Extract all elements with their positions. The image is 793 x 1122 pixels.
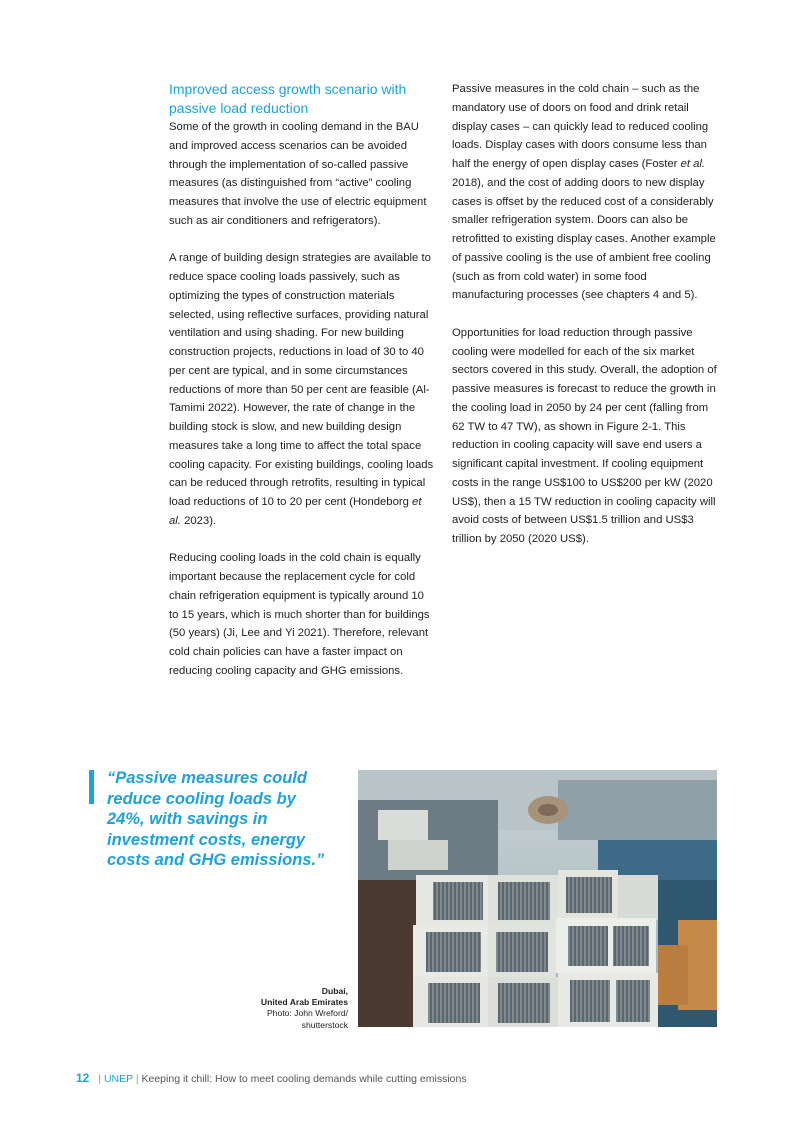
caption-location: United Arab Emirates (260, 997, 348, 1008)
page-footer (76, 1071, 467, 1086)
paragraph: Reducing cooling loads in the cold chain is equally important because the replacement cycle for cold chain refrigeration equipment is typically around 10 to 15 years, which is much shorter than for buildings (50 years) (Ji, Lee and Yi 2021). Therefore, relevant cold chain policies can have a faster impact on reducing cooling capacity and GHG emissions. (169, 552, 430, 677)
footer-separator: | (135, 1073, 142, 1085)
air-conditioner-stack-image (358, 770, 717, 1027)
paragraph: Passive measures in the cold chain – such as the mandatory use of doors on food and drink retail display cases – can quickly lead to reduced cooling loads. Display cases with doors consume less than half the energy of open display cases (Foster et al. 2018), and the cost of adding doors to new display cases is offset by the reduced cost of a considerably smaller refrigeration system. Doors can also be retrofitted to existing display cases. Another example of passive cooling is the use of ambient free cooling (such as from cold water) in some food manufacturing processes (see chapters 4 and 5). (452, 83, 716, 302)
right-column (452, 80, 718, 568)
footer-title: Keeping it chill: How to meet cooling demands while cutting emissions (141, 1073, 467, 1085)
paragraph: A range of building design strategies are available to reduce space cooling loads passively, such as optimizing the types of construction materials selected, using reflective surfaces, providing natural ventilation and using shading. For new building construction projects, reductions in load of 30 to 40 per cent are typical, and in some circumstances reductions of more than 50 per cent are feasible (Al-Tamimi 2022). However, the rate of change in the building stock is slow, and new building design measures take a long time to affect the total space cooling capacity. For existing buildings, cooling loads can be reduced through retrofits, resulting in typical load reductions of 10 to 20 per cent (Hondeborg et al. 2023). (169, 252, 434, 527)
caption-location: Dubai, (321, 986, 348, 996)
paragraph: Some of the growth in cooling demand in the BAU and improved access scenarios can be avoided through the implementation of so-called passive measures (as distinguished from “active” cooling measures that involve the use of electric equipment such as air conditioners and refrigerators). (169, 121, 427, 227)
quote-accent-bar (89, 770, 94, 804)
caption-credit: shutterstock (301, 1019, 348, 1030)
photo-air-conditioners (358, 770, 717, 1027)
left-column (169, 80, 435, 699)
pull-quote: “Passive measures could reduce cooling loads by 24%, with savings in investment costs, energy costs and GHG emissions.” (107, 769, 325, 870)
paragraph: Opportunities for load reduction through passive cooling were modelled for each of the six market sectors covered in this study. Overall, the adoption of passive measures is forecast to reduce the growth in the cooling load in 2050 by 24 per cent (falling from 62 TW to 47 TW), as shown in Figure 2-1. This reduction in cooling capacity will save end users a significant capital investment. If cooling equipment costs in the range US$100 to US$200 per kW (2020 US$), then a 15 TW reduction in cooling capacity will avoid costs of between US$1.5 trillion and US$3 trillion by 2050 (2020 US$). (452, 326, 717, 545)
footer-separator: | (98, 1073, 104, 1085)
footer-brand: UNEP (103, 1073, 133, 1085)
page-number: 12 (76, 1071, 90, 1085)
photo-caption (188, 986, 348, 1031)
caption-credit: Photo: John Wreford/ (266, 1008, 348, 1019)
section-heading: Improved access growth scenario with passive load reduction (169, 81, 407, 116)
